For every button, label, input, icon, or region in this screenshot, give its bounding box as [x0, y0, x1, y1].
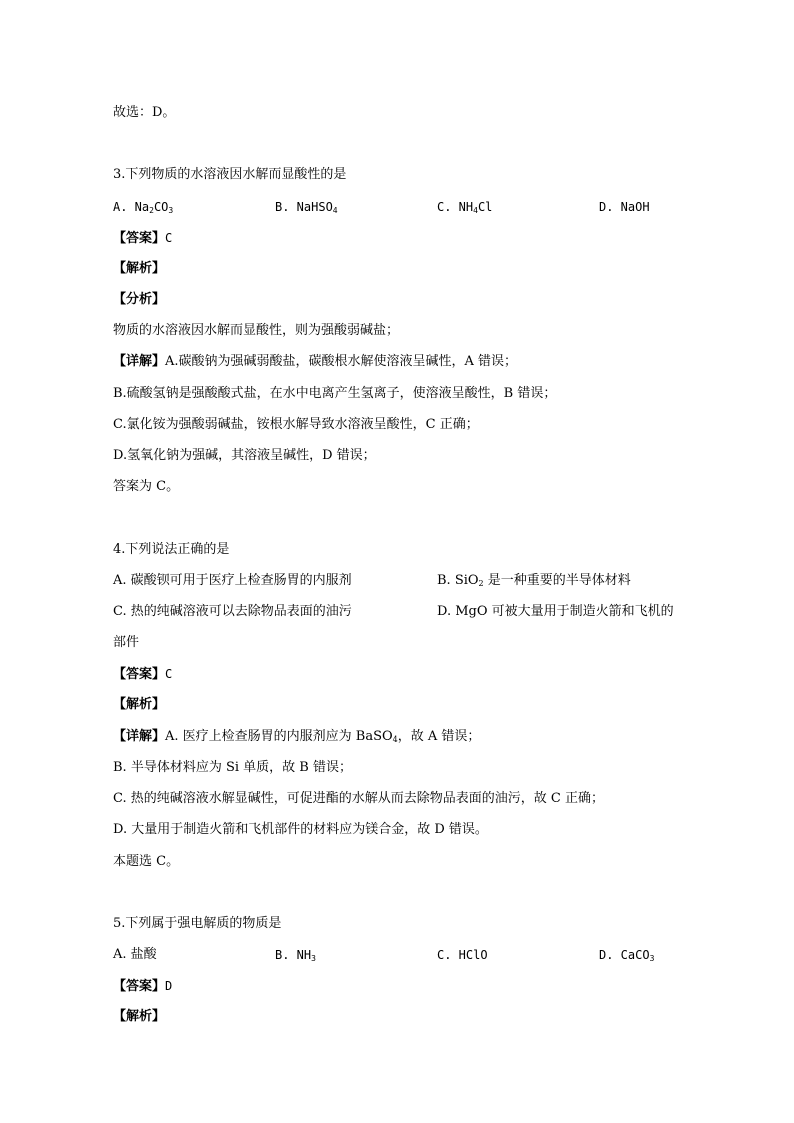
- q5-option-a: A. 盐酸: [113, 947, 157, 962]
- previous-answer-line: 故选：D。: [113, 105, 176, 120]
- q4-option-c: C. 热的纯碱溶液可以去除物品表面的油污: [113, 604, 352, 619]
- q4-option-d: D. MgO 可被大量用于制造火箭和飞机的: [437, 604, 674, 619]
- q4-analysis-heading: 【解析】: [113, 697, 166, 712]
- q3-analysis-heading: 【解析】: [113, 261, 166, 276]
- question-3-stem: 3.下列物质的水溶液因水解而显酸性的是: [113, 167, 347, 182]
- q4-detail-c: C. 热的纯碱溶液水解显碱性，可促进酯的水解从而去除物品表面的油污，故 C 正确；: [113, 791, 604, 806]
- q3-detail-d: D.氢氧化钠为强碱，其溶液呈碱性，D 错误；: [113, 448, 376, 463]
- q3-option-b: B. NaHSO$_4$: [275, 200, 338, 215]
- q4-option-b: B. SiO$_2$ 是一种重要的半导体材料: [437, 573, 631, 588]
- q4-answer: 【答案】C: [113, 667, 173, 682]
- q3-fenxi-text: 物质的水溶液因水解而显酸性，则为强酸弱碱盐；: [113, 323, 400, 338]
- q3-answer: 【答案】C: [113, 231, 173, 246]
- q5-answer: 【答案】D: [113, 979, 173, 994]
- q4-detail-b: B. 半导体材料应为 Si 单质，故 B 错误；: [113, 760, 352, 775]
- q5-option-b: B. $NH_3$: [275, 948, 316, 963]
- q3-option-c: C. $NH_4Cl$: [437, 200, 493, 215]
- q4-detail-d: D. 大量用于制造火箭和飞机部件的材料应为镁合金，故 D 错误。: [113, 822, 488, 837]
- q4-option-a: A. 碳酸钡可用于医疗上检查肠胃的内服剂: [113, 573, 352, 588]
- q5-option-d: D. CaCO$_3$: [599, 948, 655, 963]
- q3-option-a: A. $Na_2CO_3$: [113, 200, 174, 215]
- q5-option-c: C. HClO: [437, 948, 488, 962]
- q3-option-d: D. NaOH: [599, 200, 650, 214]
- q3-fenxi-heading: 【分析】: [113, 292, 166, 307]
- q5-analysis-heading: 【解析】: [113, 1009, 166, 1024]
- q3-detail-b: B.硫酸氢钠是强酸酸式盐，在水中电离产生氢离子，使溶液呈酸性，B 错误；: [113, 386, 557, 401]
- q4-conclusion: 本题选 C。: [113, 854, 180, 869]
- q3-detail-c: C.氯化铵为强酸弱碱盐，铵根水解导致水溶液呈酸性，C 正确；: [113, 417, 479, 432]
- question-4-stem: 4.下列说法正确的是: [113, 542, 230, 557]
- q4-detail-a: 【详解】A. 医疗上检查肠胃的内服剂应为 BaSO$_4$，故 A 错误；: [113, 729, 481, 744]
- q3-conclusion: 答案为 C。: [113, 479, 180, 494]
- question-5-stem: 5.下列属于强电解质的物质是: [113, 916, 282, 931]
- q4-option-d-continued: 部件: [113, 635, 140, 650]
- q3-detail-a: 【详解】A.碳酸钠为强碱弱酸盐，碳酸根水解使溶液呈碱性，A 错误；: [113, 354, 518, 369]
